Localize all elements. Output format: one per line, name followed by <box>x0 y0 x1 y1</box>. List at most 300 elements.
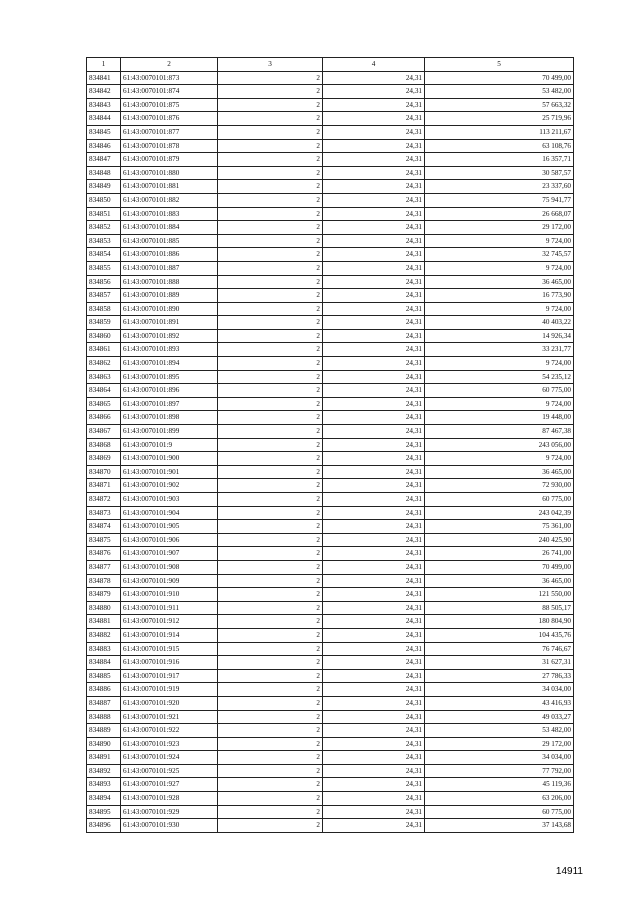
table-cell: 24,31 <box>323 411 425 425</box>
table-cell: 2 <box>218 207 323 221</box>
table-row <box>87 221 574 235</box>
table-cell: 2 <box>218 669 323 683</box>
table-cell: 834875 <box>87 533 121 547</box>
table-cell: 2 <box>218 139 323 153</box>
table-cell: 834868 <box>87 438 121 452</box>
table-cell: 2 <box>218 316 323 330</box>
table-cell: 29 172,00 <box>425 737 574 751</box>
table-cell: 24,31 <box>323 751 425 765</box>
table-cell: 61:43:0070101:900 <box>121 452 218 466</box>
table-cell: 243 056,00 <box>425 438 574 452</box>
table-cell: 26 668,07 <box>425 207 574 221</box>
table-cell: 834871 <box>87 479 121 493</box>
table-cell: 2 <box>218 275 323 289</box>
table-cell: 32 745,57 <box>425 248 574 262</box>
table-cell: 24,31 <box>323 724 425 738</box>
table-cell: 61:43:0070101:9 <box>121 438 218 452</box>
table-cell: 834852 <box>87 221 121 235</box>
table-cell: 60 775,00 <box>425 493 574 507</box>
table-cell: 2 <box>218 425 323 439</box>
table-cell: 9 724,00 <box>425 452 574 466</box>
table-cell: 61:43:0070101:893 <box>121 343 218 357</box>
table-cell: 24,31 <box>323 656 425 670</box>
header-row <box>87 58 574 72</box>
table-cell: 834896 <box>87 819 121 833</box>
table-cell: 24,31 <box>323 425 425 439</box>
table-cell: 104 435,76 <box>425 628 574 642</box>
table-cell: 34 034,00 <box>425 751 574 765</box>
table-cell: 61:43:0070101:897 <box>121 397 218 411</box>
table-cell: 30 587,57 <box>425 166 574 180</box>
table-cell: 24,31 <box>323 180 425 194</box>
table-cell: 61:43:0070101:910 <box>121 588 218 602</box>
table-cell: 834841 <box>87 71 121 85</box>
table-row <box>87 275 574 289</box>
table-cell: 63 206,00 <box>425 792 574 806</box>
table-cell: 834847 <box>87 153 121 167</box>
table-cell: 75 941,77 <box>425 193 574 207</box>
table-cell: 2 <box>218 289 323 303</box>
table-cell: 2 <box>218 221 323 235</box>
table-cell: 9 724,00 <box>425 397 574 411</box>
table-cell: 24,31 <box>323 493 425 507</box>
table-cell: 2 <box>218 112 323 126</box>
table-cell: 49 033,27 <box>425 710 574 724</box>
table-cell: 2 <box>218 452 323 466</box>
table-row <box>87 343 574 357</box>
table-row <box>87 778 574 792</box>
table-cell: 24,31 <box>323 221 425 235</box>
table-cell: 834882 <box>87 628 121 642</box>
table-cell: 24,31 <box>323 71 425 85</box>
table-cell: 24,31 <box>323 234 425 248</box>
table-cell: 834873 <box>87 506 121 520</box>
table-cell: 14 926,34 <box>425 329 574 343</box>
table-cell: 834874 <box>87 520 121 534</box>
table-row <box>87 452 574 466</box>
table-cell: 61:43:0070101:923 <box>121 737 218 751</box>
table-cell: 37 143,68 <box>425 819 574 833</box>
table-cell: 2 <box>218 615 323 629</box>
table-cell: 61:43:0070101:914 <box>121 628 218 642</box>
table-cell: 834849 <box>87 180 121 194</box>
table-cell: 24,31 <box>323 778 425 792</box>
table-cell: 24,31 <box>323 696 425 710</box>
table-cell: 2 <box>218 438 323 452</box>
table-cell: 834892 <box>87 764 121 778</box>
table-cell: 61:43:0070101:891 <box>121 316 218 330</box>
table-cell: 61:43:0070101:894 <box>121 357 218 371</box>
table-row <box>87 71 574 85</box>
table-row <box>87 166 574 180</box>
table-cell: 24,31 <box>323 85 425 99</box>
table-cell: 24,31 <box>323 479 425 493</box>
table-cell: 2 <box>218 261 323 275</box>
table-cell: 834862 <box>87 357 121 371</box>
table-cell: 24,31 <box>323 710 425 724</box>
table-row <box>87 560 574 574</box>
table-cell: 2 <box>218 547 323 561</box>
table-cell: 53 482,00 <box>425 724 574 738</box>
table-cell: 60 775,00 <box>425 384 574 398</box>
column-header-4: 4 <box>323 58 425 72</box>
table-cell: 24,31 <box>323 139 425 153</box>
table-cell: 834880 <box>87 601 121 615</box>
table-cell: 61:43:0070101:907 <box>121 547 218 561</box>
table-cell: 2 <box>218 588 323 602</box>
table-cell: 61:43:0070101:903 <box>121 493 218 507</box>
table-cell: 834854 <box>87 248 121 262</box>
table-row <box>87 547 574 561</box>
table-cell: 834877 <box>87 560 121 574</box>
table-cell: 61:43:0070101:885 <box>121 234 218 248</box>
table-cell: 834895 <box>87 805 121 819</box>
table-cell: 834876 <box>87 547 121 561</box>
table-cell: 26 741,00 <box>425 547 574 561</box>
table-cell: 61:43:0070101:930 <box>121 819 218 833</box>
table-cell: 61:43:0070101:895 <box>121 370 218 384</box>
table-cell: 75 361,00 <box>425 520 574 534</box>
table-cell: 834884 <box>87 656 121 670</box>
table-cell: 834846 <box>87 139 121 153</box>
table-cell: 2 <box>218 778 323 792</box>
table-row <box>87 139 574 153</box>
table-row <box>87 683 574 697</box>
table-cell: 834850 <box>87 193 121 207</box>
table-cell: 61:43:0070101:884 <box>121 221 218 235</box>
table-cell: 180 804,90 <box>425 615 574 629</box>
table-row <box>87 289 574 303</box>
table-cell: 76 746,67 <box>425 642 574 656</box>
table-cell: 61:43:0070101:924 <box>121 751 218 765</box>
table-cell: 24,31 <box>323 193 425 207</box>
table-row <box>87 384 574 398</box>
table-cell: 834879 <box>87 588 121 602</box>
table-row <box>87 533 574 547</box>
table-cell: 834864 <box>87 384 121 398</box>
table-cell: 24,31 <box>323 370 425 384</box>
table-cell: 61:43:0070101:898 <box>121 411 218 425</box>
table-cell: 24,31 <box>323 520 425 534</box>
page-number: 14911 <box>555 866 583 877</box>
table-row <box>87 696 574 710</box>
column-header-5: 5 <box>425 58 574 72</box>
table-cell: 61:43:0070101:890 <box>121 302 218 316</box>
table-cell: 61:43:0070101:888 <box>121 275 218 289</box>
table-cell: 2 <box>218 683 323 697</box>
table-cell: 61:43:0070101:921 <box>121 710 218 724</box>
column-header-3: 3 <box>218 58 323 72</box>
table-cell: 2 <box>218 560 323 574</box>
table-cell: 834867 <box>87 425 121 439</box>
table-cell: 2 <box>218 180 323 194</box>
table-row <box>87 153 574 167</box>
table-cell: 70 499,00 <box>425 560 574 574</box>
table-cell: 24,31 <box>323 805 425 819</box>
table-cell: 2 <box>218 125 323 139</box>
table-cell: 2 <box>218 384 323 398</box>
table-cell: 9 724,00 <box>425 261 574 275</box>
table-cell: 2 <box>218 710 323 724</box>
table-row <box>87 520 574 534</box>
table-row <box>87 615 574 629</box>
table-cell: 24,31 <box>323 98 425 112</box>
table-cell: 61:43:0070101:882 <box>121 193 218 207</box>
table-cell: 2 <box>218 343 323 357</box>
table-cell: 121 550,00 <box>425 588 574 602</box>
table-cell: 834891 <box>87 751 121 765</box>
table-cell: 24,31 <box>323 438 425 452</box>
table-cell: 9 724,00 <box>425 234 574 248</box>
table-cell: 61:43:0070101:906 <box>121 533 218 547</box>
table-cell: 24,31 <box>323 261 425 275</box>
table-cell: 61:43:0070101:911 <box>121 601 218 615</box>
table-cell: 2 <box>218 656 323 670</box>
table-cell: 19 448,00 <box>425 411 574 425</box>
table-row <box>87 642 574 656</box>
table-cell: 24,31 <box>323 343 425 357</box>
table-cell: 24,31 <box>323 166 425 180</box>
table-cell: 834843 <box>87 98 121 112</box>
table-row <box>87 438 574 452</box>
table-cell: 61:43:0070101:904 <box>121 506 218 520</box>
table-row <box>87 370 574 384</box>
table-cell: 27 786,33 <box>425 669 574 683</box>
table-row <box>87 764 574 778</box>
table-cell: 61:43:0070101:875 <box>121 98 218 112</box>
table-cell: 31 627,31 <box>425 656 574 670</box>
table-cell: 9 724,00 <box>425 357 574 371</box>
table-cell: 2 <box>218 465 323 479</box>
table-cell: 24,31 <box>323 302 425 316</box>
table-cell: 61:43:0070101:878 <box>121 139 218 153</box>
table-cell: 24,31 <box>323 560 425 574</box>
table-row <box>87 316 574 330</box>
table-cell: 24,31 <box>323 764 425 778</box>
table-row <box>87 574 574 588</box>
table-cell: 61:43:0070101:922 <box>121 724 218 738</box>
table-row <box>87 112 574 126</box>
table-cell: 2 <box>218 98 323 112</box>
table-cell: 61:43:0070101:916 <box>121 656 218 670</box>
table-cell: 834844 <box>87 112 121 126</box>
table-cell: 24,31 <box>323 112 425 126</box>
table-cell: 24,31 <box>323 615 425 629</box>
table-cell: 24,31 <box>323 357 425 371</box>
table-cell: 24,31 <box>323 642 425 656</box>
table-cell: 61:43:0070101:927 <box>121 778 218 792</box>
table-cell: 2 <box>218 764 323 778</box>
table-cell: 61:43:0070101:886 <box>121 248 218 262</box>
table-cell: 61:43:0070101:920 <box>121 696 218 710</box>
table-cell: 834870 <box>87 465 121 479</box>
table-row <box>87 302 574 316</box>
table-cell: 61:43:0070101:881 <box>121 180 218 194</box>
table-cell: 61:43:0070101:880 <box>121 166 218 180</box>
table-cell: 54 235,12 <box>425 370 574 384</box>
table-cell: 2 <box>218 85 323 99</box>
table-cell: 34 034,00 <box>425 683 574 697</box>
table-cell: 2 <box>218 302 323 316</box>
table-cell: 24,31 <box>323 289 425 303</box>
table-cell: 45 119,36 <box>425 778 574 792</box>
table-cell: 834863 <box>87 370 121 384</box>
table-cell: 834893 <box>87 778 121 792</box>
table-cell: 61:43:0070101:917 <box>121 669 218 683</box>
column-header-2: 2 <box>121 58 218 72</box>
table-cell: 61:43:0070101:899 <box>121 425 218 439</box>
table-cell: 36 465,00 <box>425 574 574 588</box>
table-cell: 57 663,32 <box>425 98 574 112</box>
table-row <box>87 180 574 194</box>
table-cell: 61:43:0070101:901 <box>121 465 218 479</box>
table-cell: 61:43:0070101:908 <box>121 560 218 574</box>
table-cell: 36 465,00 <box>425 275 574 289</box>
table-cell: 240 425,90 <box>425 533 574 547</box>
table-row <box>87 628 574 642</box>
table-cell: 2 <box>218 533 323 547</box>
table-row <box>87 805 574 819</box>
table-row <box>87 479 574 493</box>
table-cell: 2 <box>218 71 323 85</box>
table-cell: 61:43:0070101:879 <box>121 153 218 167</box>
table-cell: 61:43:0070101:912 <box>121 615 218 629</box>
table-cell: 24,31 <box>323 506 425 520</box>
table-cell: 24,31 <box>323 574 425 588</box>
table-cell: 61:43:0070101:902 <box>121 479 218 493</box>
table-cell: 77 792,00 <box>425 764 574 778</box>
table-row <box>87 493 574 507</box>
table-cell: 834888 <box>87 710 121 724</box>
table-cell: 61:43:0070101:887 <box>121 261 218 275</box>
table-cell: 24,31 <box>323 588 425 602</box>
table-cell: 72 930,00 <box>425 479 574 493</box>
table-cell: 834858 <box>87 302 121 316</box>
table-row <box>87 261 574 275</box>
table-row <box>87 710 574 724</box>
table-cell: 24,31 <box>323 153 425 167</box>
table-cell: 834857 <box>87 289 121 303</box>
table-cell: 88 505,17 <box>425 601 574 615</box>
table-cell: 61:43:0070101:883 <box>121 207 218 221</box>
table-body <box>87 71 574 832</box>
table-cell: 2 <box>218 520 323 534</box>
table-cell: 53 482,00 <box>425 85 574 99</box>
table-row <box>87 751 574 765</box>
table-cell: 24,31 <box>323 397 425 411</box>
data-table <box>86 57 574 833</box>
table-cell: 834894 <box>87 792 121 806</box>
table-cell: 834861 <box>87 343 121 357</box>
table-row <box>87 125 574 139</box>
table-cell: 24,31 <box>323 248 425 262</box>
table-cell: 2 <box>218 737 323 751</box>
table-cell: 61:43:0070101:889 <box>121 289 218 303</box>
table-cell: 70 499,00 <box>425 71 574 85</box>
table-row <box>87 792 574 806</box>
table-cell: 2 <box>218 819 323 833</box>
table-cell: 24,31 <box>323 465 425 479</box>
table-cell: 834851 <box>87 207 121 221</box>
table-cell: 33 231,77 <box>425 343 574 357</box>
table-cell: 29 172,00 <box>425 221 574 235</box>
table-row <box>87 656 574 670</box>
table-cell: 834885 <box>87 669 121 683</box>
table-cell: 834869 <box>87 452 121 466</box>
table-row <box>87 669 574 683</box>
table-cell: 23 337,60 <box>425 180 574 194</box>
table-cell: 2 <box>218 193 323 207</box>
table-row <box>87 506 574 520</box>
table-cell: 61:43:0070101:925 <box>121 764 218 778</box>
table-cell: 834883 <box>87 642 121 656</box>
table-cell: 2 <box>218 506 323 520</box>
table-cell: 24,31 <box>323 792 425 806</box>
table-row <box>87 248 574 262</box>
table-cell: 2 <box>218 357 323 371</box>
table-cell: 2 <box>218 724 323 738</box>
table-cell: 24,31 <box>323 452 425 466</box>
table-cell: 61:43:0070101:929 <box>121 805 218 819</box>
table-cell: 834890 <box>87 737 121 751</box>
table-cell: 24,31 <box>323 547 425 561</box>
table-row <box>87 329 574 343</box>
table-cell: 2 <box>218 166 323 180</box>
table-row <box>87 737 574 751</box>
table-cell: 243 042,39 <box>425 506 574 520</box>
table-row <box>87 207 574 221</box>
table-row <box>87 357 574 371</box>
table-cell: 24,31 <box>323 737 425 751</box>
table-cell: 16 357,71 <box>425 153 574 167</box>
table-cell: 43 416,93 <box>425 696 574 710</box>
table-cell: 2 <box>218 411 323 425</box>
table-cell: 61:43:0070101:873 <box>121 71 218 85</box>
table-cell: 61:43:0070101:919 <box>121 683 218 697</box>
table-cell: 834878 <box>87 574 121 588</box>
table-cell: 24,31 <box>323 601 425 615</box>
table-cell: 834872 <box>87 493 121 507</box>
table-cell: 2 <box>218 234 323 248</box>
table-cell: 2 <box>218 329 323 343</box>
table-row <box>87 465 574 479</box>
table-row <box>87 601 574 615</box>
table-cell: 2 <box>218 153 323 167</box>
table-row <box>87 193 574 207</box>
table-cell: 24,31 <box>323 384 425 398</box>
table-cell: 25 719,96 <box>425 112 574 126</box>
table-cell: 24,31 <box>323 819 425 833</box>
table-cell: 113 211,67 <box>425 125 574 139</box>
table-row <box>87 411 574 425</box>
table-cell: 24,31 <box>323 207 425 221</box>
table-cell: 61:43:0070101:896 <box>121 384 218 398</box>
table-cell: 24,31 <box>323 669 425 683</box>
table-cell: 24,31 <box>323 275 425 289</box>
table-cell: 2 <box>218 792 323 806</box>
table-cell: 834853 <box>87 234 121 248</box>
table-cell: 61:43:0070101:905 <box>121 520 218 534</box>
table-cell: 40 403,22 <box>425 316 574 330</box>
table-cell: 2 <box>218 574 323 588</box>
table-row <box>87 98 574 112</box>
table-cell: 834860 <box>87 329 121 343</box>
table-cell: 24,31 <box>323 683 425 697</box>
table-cell: 834845 <box>87 125 121 139</box>
table-cell: 16 773,90 <box>425 289 574 303</box>
table-cell: 834848 <box>87 166 121 180</box>
table-cell: 61:43:0070101:874 <box>121 85 218 99</box>
